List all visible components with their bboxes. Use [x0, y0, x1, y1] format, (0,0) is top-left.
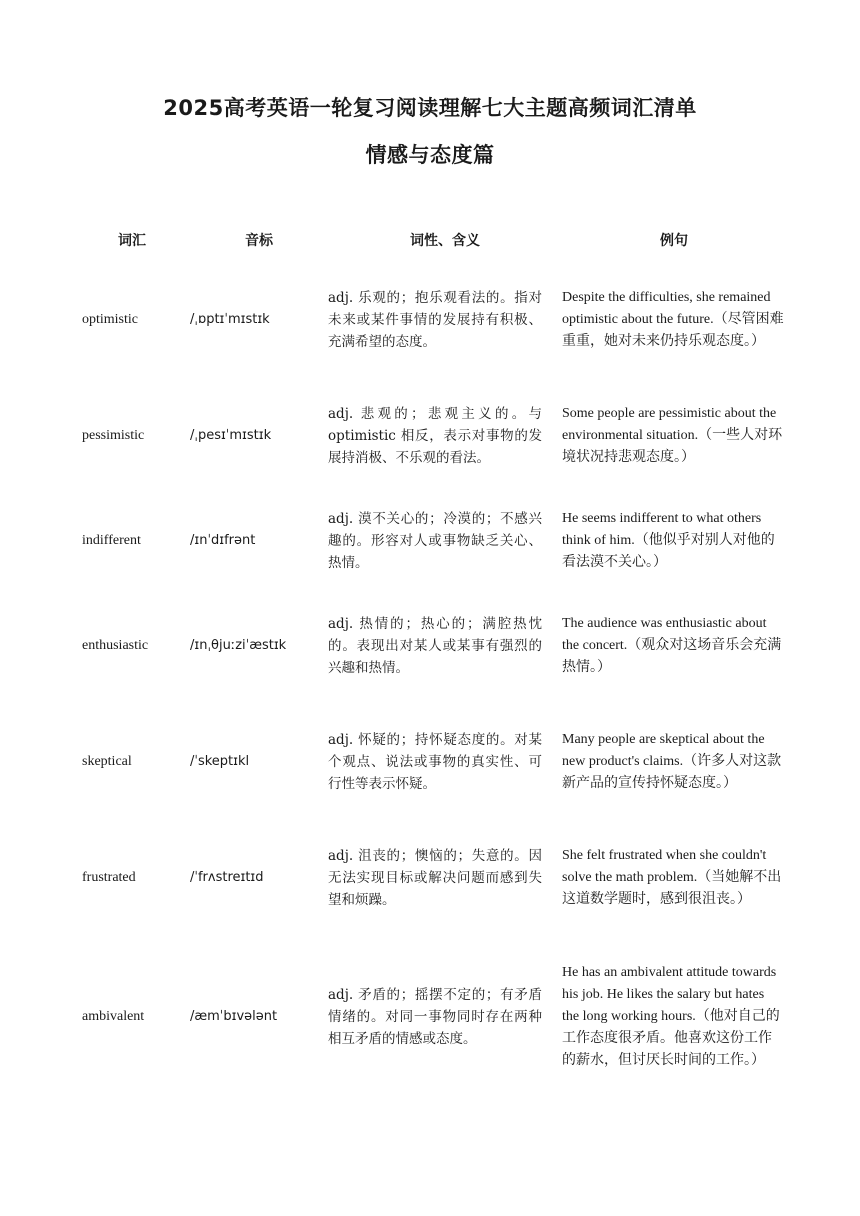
phonetic-cell: /ˌpesɪˈmɪstɪk [190, 428, 272, 443]
example-cell: Many people are skeptical about the new product's claims.（许多人对这款新产品的宣传持怀疑态度。） [562, 732, 782, 791]
word-cell: optimistic [82, 312, 138, 327]
column-header-word: 词汇 [118, 233, 146, 249]
meaning-cell: adj. 悲观的；悲观主义的。与 optimistic 相反，表示对事物的发展持消极、不乐观的看法。 [328, 406, 542, 466]
word-cell: frustrated [82, 870, 136, 885]
example-cell: He has an ambivalent attitude towards his job. He likes the salary but hates the long working hours.（他对自己的工作态度很矛盾。他喜欢这份工作的薪水，但讨厌长时间的工作。） [562, 965, 780, 1068]
phonetic-cell: /ˈfrʌstreɪtɪd [190, 870, 264, 885]
table-row [74, 704, 786, 820]
column-header-example: 例句 [660, 233, 688, 249]
document-subtitle: 情感与态度篇 [365, 143, 495, 167]
phonetic-cell: /ˌɒptɪˈmɪstɪk [190, 312, 270, 327]
table-row [74, 588, 786, 704]
meaning-cell: adj. 矛盾的；摇摆不定的；有矛盾情绪的。对同一事物同时存在两种相互矛盾的情感或态度。 [328, 987, 542, 1047]
example-cell: Despite the difficulties, she remained optimistic about the future.（尽管困难重重，她对未来仍持乐观态度。） [562, 290, 784, 349]
table-row [74, 936, 786, 1098]
word-cell: skeptical [82, 754, 132, 769]
table-row [74, 820, 786, 936]
meaning-cell: adj. 怀疑的；持怀疑态度的。对某个观点、说法或事物的真实性、可行性等表示怀疑。 [328, 732, 542, 792]
word-cell: enthusiastic [82, 638, 149, 653]
example-cell: He seems indifferent to what others think of him.（他似乎对别人对他的看法漠不关心。） [562, 511, 775, 570]
table-row [74, 494, 786, 588]
meaning-cell: adj. 热情的；热心的；满腔热忱的。表现出对某人或某事有强烈的兴趣和热情。 [328, 616, 542, 676]
meaning-cell: adj. 漠不关心的；冷漠的；不感兴趣的。形容对人或事物缺乏关心、热情。 [328, 511, 542, 571]
word-cell: indifferent [82, 533, 141, 548]
phonetic-cell: /ˈskeptɪkl [190, 754, 250, 769]
table-header-row [74, 218, 786, 262]
phonetic-cell: /ɪnˌθjuːziˈæstɪk [190, 638, 287, 653]
example-cell: She felt frustrated when she couldn't solve the math problem.（当她解不出这道数学题时，感到很沮丧。） [562, 848, 782, 907]
table-row [74, 262, 786, 378]
word-cell: pessimistic [82, 428, 145, 443]
column-header-meaning: 词性、含义 [410, 233, 480, 249]
document-title: 2025高考英语一轮复习阅读理解七大主题高频词汇清单 [163, 96, 697, 120]
meaning-cell: adj. 沮丧的；懊恼的；失意的。因无法实现目标或解决问题而感到失望和烦躁。 [328, 848, 542, 908]
phonetic-cell: /ɪnˈdɪfrənt [190, 533, 256, 548]
meaning-cell: adj. 乐观的；抱乐观看法的。指对未来或某件事情的发展持有积极、充满希望的态度。 [328, 290, 542, 350]
column-header-ipa: 音标 [245, 233, 273, 249]
word-cell: ambivalent [82, 1009, 145, 1024]
example-cell: Some people are pessimistic about the environmental situation.（一些人对环境状况持悲观态度。） [562, 406, 783, 465]
example-cell: The audience was enthusiastic about the concert.（观众对这场音乐会充满热情。） [562, 616, 782, 675]
table-row [74, 378, 786, 494]
phonetic-cell: /æmˈbɪvələnt [190, 1009, 278, 1024]
vocabulary-table [74, 218, 786, 1098]
